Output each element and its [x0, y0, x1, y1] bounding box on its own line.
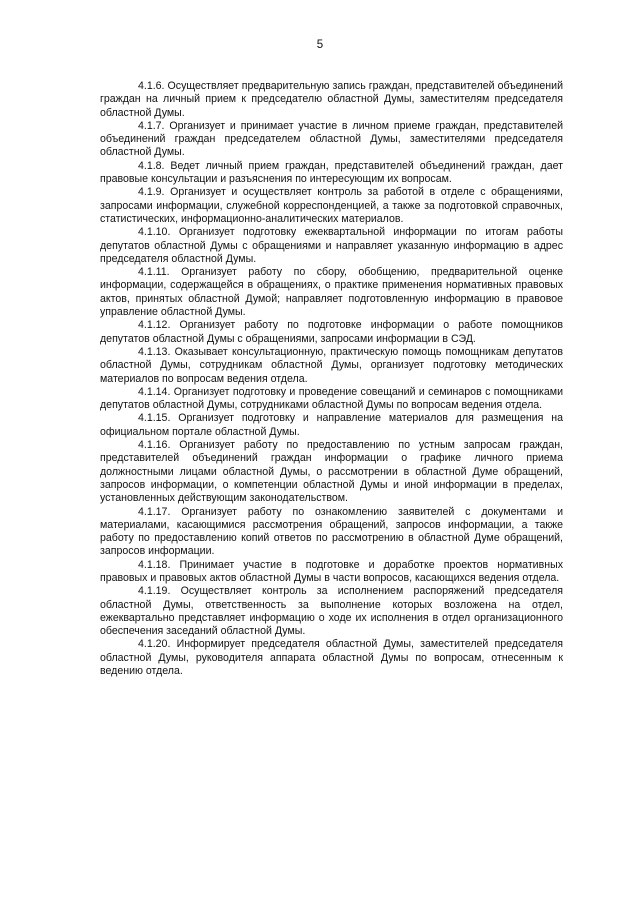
paragraph-4-1-7: 4.1.7. Организует и принимает участие в личном приеме граждан, представителей объединений граждан председателем областной Думы, заместителями председателя областной Думы. — [100, 119, 563, 159]
paragraph-4-1-14: 4.1.14. Организует подготовку и проведение совещаний и семинаров с помощниками депутатов областной Думы, сотрудниками областной Думы по вопросам ведения отдела. — [100, 385, 563, 412]
paragraph-4-1-20: 4.1.20. Информирует председателя областной Думы, заместителей председателя областной Думы, руководителя аппарата областной Думы по вопросам, отнесенным к ведению отдела. — [100, 638, 563, 678]
paragraph-4-1-8: 4.1.8. Ведет личный прием граждан, представителей объединений граждан, дает правовые консультации и разъяснения по интересующим их вопросам. — [100, 159, 563, 186]
paragraph-4-1-18: 4.1.18. Принимает участие в подготовке и доработке проектов нормативных правовых и правовых актов областной Думы в части вопросов, касающихся ведения отдела. — [100, 558, 563, 584]
page-number: 5 — [316, 39, 324, 51]
paragraph-4-1-12: 4.1.12. Организует работу по подготовке информации о работе помощников депутатов областной Думы с обращениями, запросами информации в СЭД. — [100, 319, 563, 345]
paragraph-4-1-19: 4.1.19. Осуществляет контроль за исполнением распоряжений председателя областной Думы, ответственность за выполнение которых возложена на отдел, ежеквартально представляет информацию о ходе их исполнения в отдел организационного обеспечения заседаний областной Думы. — [100, 585, 563, 638]
paragraph-4-1-15: 4.1.15. Организует подготовку и направление материалов для размещения на официальном портале областной Думы. — [100, 412, 563, 438]
paragraph-4-1-9: 4.1.9. Организует и осуществляет контроль за работой в отделе с обращениями, запросами информации, служебной корреспонденцией, а также за подготовкой справочных, статистических, информационно-аналитических материалов. — [100, 186, 563, 225]
paragraph-4-1-10: 4.1.10. Организует подготовку ежеквартальной информации по итогам работы депутатов областной Думы с обращениями и направляет указанную информацию в адрес председателя областной Думы. — [100, 226, 563, 265]
document-body — [100, 80, 563, 678]
paragraph-4-1-11: 4.1.11. Организует работу по сбору, обобщению, предварительной оценке информации, содержащейся в обращениях, о практике применения нормативных правовых актов, принятых областной Думой; направляет подготовленную информацию в правовое управление областной Думы. — [100, 266, 563, 319]
paragraph-4-1-13: 4.1.13. Оказывает консультационную, практическую помощь помощникам депутатов областной Думы, сотрудникам областной Думы, организует подготовку методических материалов по вопросам ведения отдела. — [100, 345, 563, 385]
paragraph-4-1-17: 4.1.17. Организует работу по ознакомлению заявителей с документами и материалами, касающимися рассмотрения обращений, запросов информации, а также работу по предоставлению копий ответов по рассмотрению в областной Думе обращений, запросов информации. — [100, 505, 563, 558]
paragraph-4-1-16: 4.1.16. Организует работу по предоставлению по устным запросам граждан, представителей объединений граждан информации о графике личного приема должностными лицами областной Думы, о рассмотрении в областной Думе обращений, запросов информации, о компетенции областной Думы и иной информации в пределах, установленных действующим законодательством. — [100, 439, 563, 505]
paragraph-4-1-6: 4.1.6. Осуществляет предварительную запись граждан, представителей объединений граждан на личный прием к председателю областной Думы, заместителям председателя областной Думы. — [100, 80, 563, 119]
